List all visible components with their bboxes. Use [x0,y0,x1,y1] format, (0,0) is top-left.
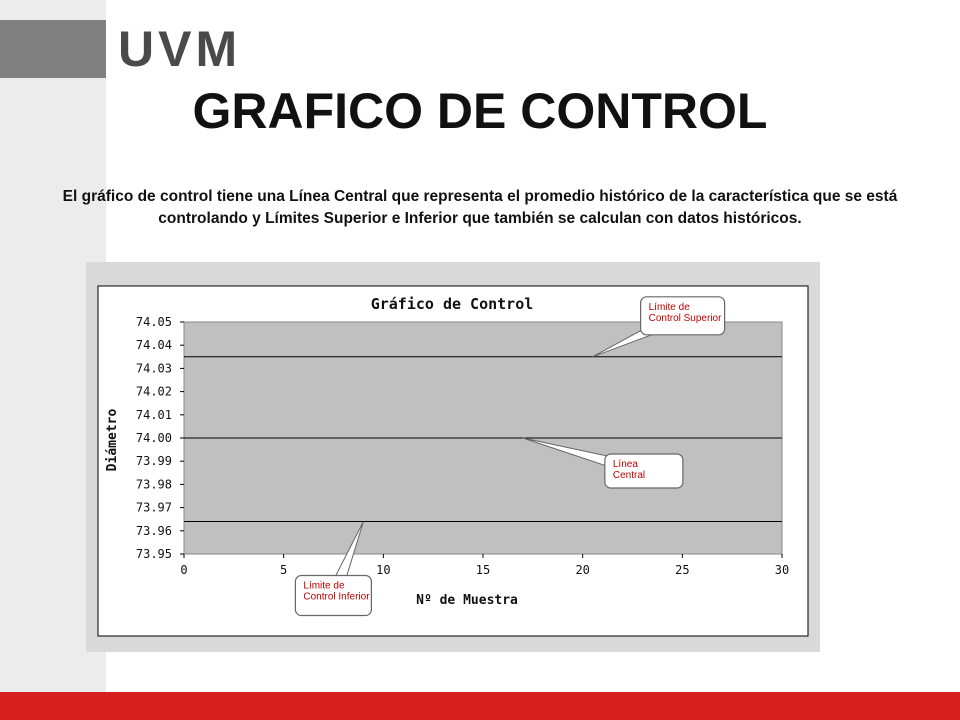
uvm-logo: UVM [118,21,242,77]
y-axis-label: Diámetro [105,408,120,472]
y-tick-label: 74.01 [135,407,172,422]
x-axis-label: Nº de Muestra [416,593,518,608]
y-tick-label: 74.03 [135,361,172,376]
slide-description: El gráfico de control tiene una Línea Central que representa el promedio histórico de la característica que se está controlando y Límites Superior e Inferior que también se calculan con datos históricos. [62,188,898,227]
x-tick-label: 5 [280,563,288,577]
callout-text: Límite de Control Superior [648,301,722,324]
y-tick-label: 73.97 [135,500,172,515]
y-tick-label: 73.96 [135,523,172,538]
x-tick-label: 30 [774,563,790,577]
x-tick-label: 15 [475,563,491,577]
y-tick-label: 74.00 [135,431,172,445]
logo-box [0,20,106,78]
y-tick-label: 74.02 [135,384,172,399]
control-chart [86,262,820,652]
y-tick-label: 74.04 [135,338,172,353]
y-tick-label: 73.95 [135,547,172,561]
callout-text: Línea Central [612,459,646,481]
callout-text: Límite de Control Inferior [303,580,370,603]
chart-title: Gráfico de Control [370,295,534,313]
y-tick-label: 74.05 [135,315,172,329]
x-tick-label: 20 [575,563,590,577]
x-tick-label: 0 [180,563,188,577]
x-tick-label: 25 [675,563,690,577]
slide-title: GRAFICO DE CONTROL [192,83,768,139]
y-tick-label: 73.99 [135,454,172,469]
y-tick-label: 73.98 [135,477,172,492]
bottom-accent-bar [0,692,960,720]
x-tick-label: 10 [376,563,391,577]
